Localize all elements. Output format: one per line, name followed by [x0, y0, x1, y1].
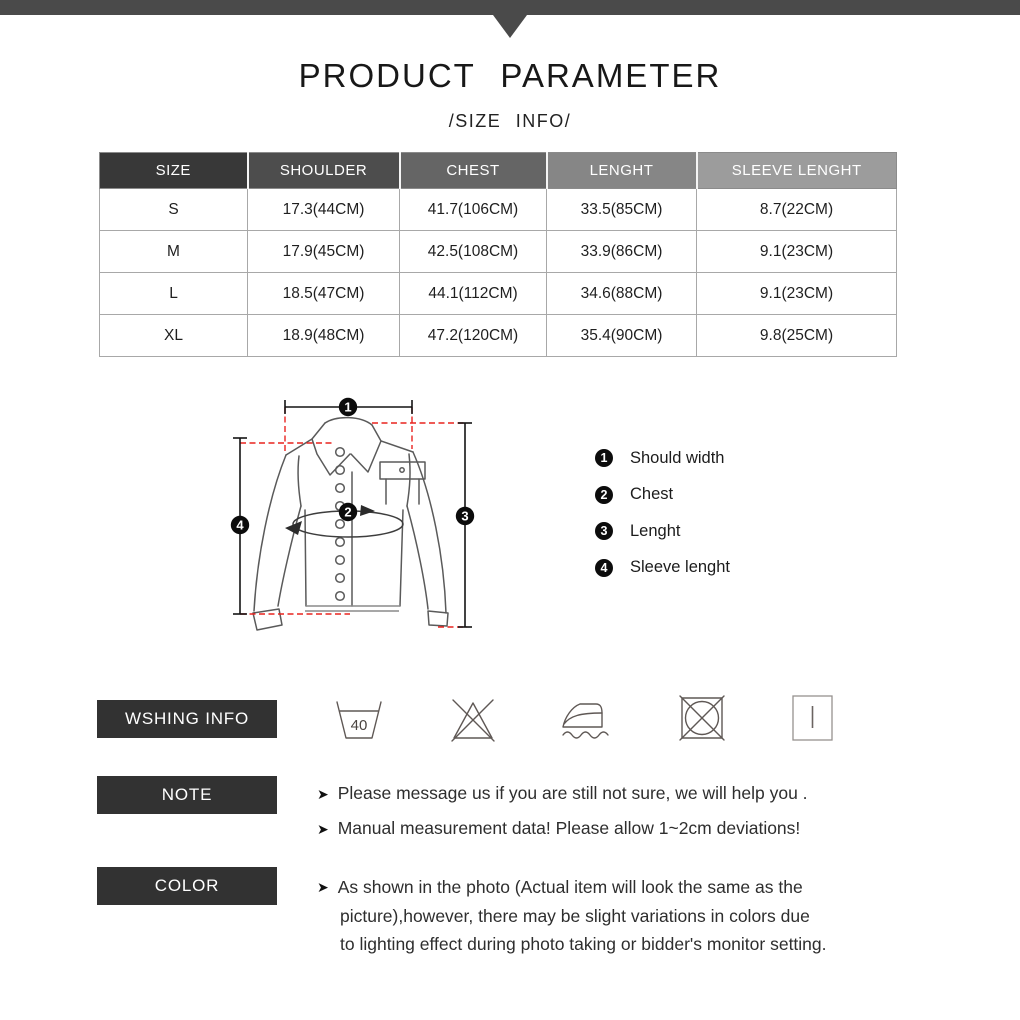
- cell-size: S: [100, 189, 248, 231]
- legend-item: [595, 558, 730, 578]
- svg-text:3: 3: [461, 508, 469, 524]
- note-item: [317, 783, 808, 805]
- cell-sleeve: 9.8(25CM): [697, 315, 897, 357]
- cell-length: 35.4(90CM): [547, 315, 697, 357]
- cell-length: 33.5(85CM): [547, 189, 697, 231]
- shirt-outline: [253, 418, 448, 630]
- wash-40-icon: [336, 699, 382, 741]
- cell-chest: 41.7(106CM): [400, 189, 547, 231]
- badge-1-icon: 1: [595, 449, 613, 467]
- note-label: NOTE: [97, 776, 277, 814]
- cell-size: L: [100, 273, 248, 315]
- shirt-hem: [305, 606, 400, 611]
- color-line: [317, 873, 827, 902]
- cell-chest: 42.5(108CM): [400, 231, 547, 273]
- cell-chest: 47.2(120CM): [400, 315, 547, 357]
- note-text: Please message us if you are still not sure, we will help you .: [337, 783, 808, 803]
- iron-icon: [559, 697, 612, 741]
- col-header-shoulder: SHOULDER: [248, 153, 400, 189]
- washing-info-label: WSHING INFO: [97, 700, 277, 738]
- cell-shoulder: 18.5(47CM): [248, 273, 400, 315]
- col-header-size: SIZE: [100, 153, 248, 189]
- page-subtitle: /SIZE INFO/: [448, 111, 572, 131]
- col-header-sleeve: SLEEVE LENGHT: [697, 153, 897, 189]
- badge-3-icon: 3: [595, 522, 613, 540]
- color-text: As shown in the photo (Actual item will look the same as the: [337, 877, 803, 897]
- legend-item: [595, 448, 730, 468]
- size-table: [99, 152, 897, 357]
- note-text: Manual measurement data! Please allow 1~2cm deviations!: [337, 818, 801, 838]
- table-row: [100, 315, 897, 357]
- arrow-bullet-icon: ➤: [317, 786, 329, 802]
- color-paragraph: [317, 873, 827, 959]
- cell-sleeve: 9.1(23CM): [697, 231, 897, 273]
- arrow-bullet-icon: ➤: [317, 879, 329, 895]
- legend-label: Chest: [630, 485, 674, 503]
- color-line: picture),however, there may be slight variations in colors due: [340, 905, 810, 926]
- table-row: [100, 189, 897, 231]
- cell-shoulder: 18.9(48CM): [248, 315, 400, 357]
- measurement-legend: [595, 448, 730, 594]
- do-not-tumble-dry-icon: [677, 693, 727, 743]
- top-bar: [0, 0, 1020, 15]
- svg-text:1: 1: [344, 399, 352, 415]
- badge-4-icon: 4: [595, 559, 613, 577]
- legend-label: Should width: [630, 448, 725, 467]
- color-line: to lighting effect during photo taking or bidder's monitor setting.: [340, 934, 827, 954]
- table-row: [100, 273, 897, 315]
- cell-length: 34.6(88CM): [547, 273, 697, 315]
- table-row: [100, 231, 897, 273]
- cell-size: XL: [100, 315, 248, 357]
- col-header-length: LENGHT: [547, 153, 697, 189]
- size-table-header-row: [100, 153, 897, 189]
- svg-text:4: 4: [236, 517, 244, 533]
- cell-length: 33.9(86CM): [547, 231, 697, 273]
- shirt-measurement-diagram: [225, 392, 485, 652]
- svg-text:40: 40: [350, 717, 368, 734]
- legend-item: [595, 521, 730, 541]
- cell-shoulder: 17.9(45CM): [248, 231, 400, 273]
- arrow-bullet-icon: ➤: [317, 821, 329, 837]
- color-label: COLOR: [97, 867, 277, 905]
- page-title: PRODUCT PARAMETER: [298, 57, 722, 94]
- cell-sleeve: 9.1(23CM): [697, 273, 897, 315]
- legend-label: Sleeve lenght: [630, 558, 730, 576]
- svg-text:2: 2: [344, 504, 352, 520]
- cell-chest: 44.1(112CM): [400, 273, 547, 315]
- down-arrow-icon: [493, 15, 527, 38]
- note-item: [317, 818, 800, 840]
- col-header-chest: CHEST: [400, 153, 547, 189]
- badge-2-icon: 2: [595, 486, 613, 504]
- do-not-bleach-icon: [448, 697, 498, 743]
- cell-shoulder: 17.3(44CM): [248, 189, 400, 231]
- cell-size: M: [100, 231, 248, 273]
- legend-item: [595, 485, 730, 505]
- legend-label: Lenght: [630, 521, 681, 540]
- drip-dry-icon: [791, 694, 834, 742]
- cell-sleeve: 8.7(22CM): [697, 189, 897, 231]
